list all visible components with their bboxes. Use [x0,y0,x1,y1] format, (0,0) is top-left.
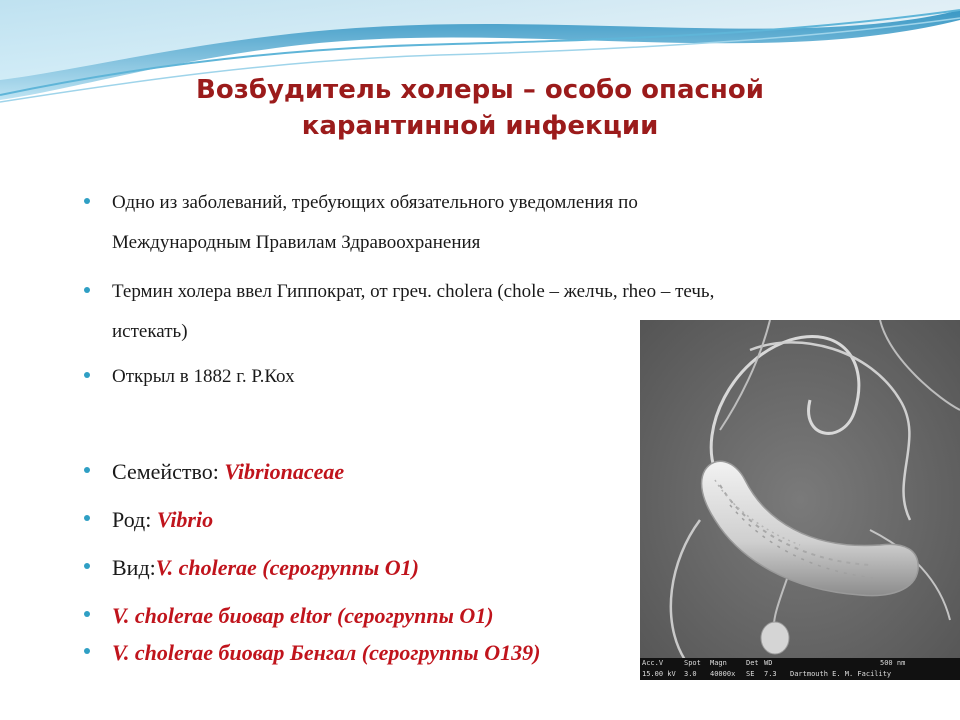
bullet-text: V. cholerae биовар Бенгал (серогруппы О139) [112,640,541,665]
bullet-text-continued: истекать) [112,321,188,342]
genus-value: Vibrio [156,507,214,532]
bullet-dot-icon [84,372,90,378]
bullet-text [112,457,344,487]
species-label: Вид: [112,555,156,580]
scale-bar-label: 500 nm [880,659,906,667]
bullet-text: Открыл в 1882 г. Р.Кох [112,366,295,387]
bullet-dot-icon [84,563,90,569]
genus-label: Род: [112,507,157,532]
bullet-text [112,553,419,583]
slide-title-line-1: Возбудитель холеры – особо опасной [196,75,764,105]
info-detector: Det SE [746,659,759,678]
bullet-dot-icon [84,648,90,654]
family-label: Семейство: [112,459,225,484]
bullet-dot-icon [84,198,90,204]
bullet-dot-icon [84,467,90,473]
species-value: V. cholerae (серогруппы О1) [155,555,419,580]
micrograph-illustration [640,320,960,680]
info-acc-voltage: Acc.V 15.00 kV [642,659,676,678]
info-working-distance: WD 7.3 [764,659,777,678]
bullet-dot-icon [84,515,90,521]
bullet-dot-icon [84,611,90,617]
slide-title-line-2: карантинной инфекции [301,111,659,141]
bullet-text: Одно из заболеваний, требующих обязательного уведомления по [112,192,638,213]
slide-title [100,72,860,144]
info-spot: Spot 3.0 [684,659,701,678]
micrograph-info-bar [640,658,960,680]
bullet-dot-icon [84,287,90,293]
bullet-text-continued: Международным Правилам Здравоохранения [112,232,481,253]
bullet-text: V. cholerae биовар eltor (серогруппы О1) [112,603,494,628]
bullet-text: Термин холера ввел Гиппократ, от греч. cholera (chole – желчь, rheo – течь, [112,281,715,302]
vibrio-cholerae-micrograph [640,320,960,680]
bullet-text [112,505,213,535]
info-magnification: Magn 40000x [710,659,736,678]
family-value: Vibrionaceae [224,459,345,484]
facility-label: Dartmouth E. M. Facility [790,670,892,678]
